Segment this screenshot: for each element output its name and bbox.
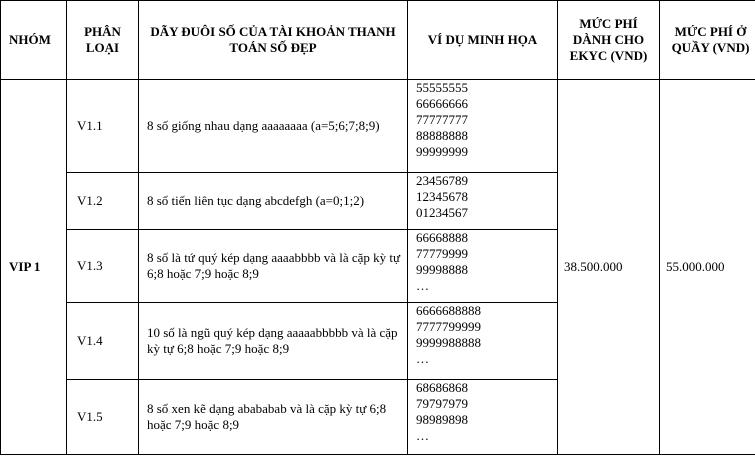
header-desc: DÃY ĐUÔI SỐ CỦA TÀI KHOẢN THANH TOÁN SỐ ĐẸP: [139, 1, 408, 80]
group-name: VIP 1: [1, 80, 67, 455]
row-class: V1.5: [67, 380, 139, 455]
header-class: PHÂN LOẠI: [67, 1, 139, 80]
header-row: [1, 1, 755, 80]
header-example: VÍ DỤ MINH HỌA: [408, 1, 558, 80]
row-desc: 8 số tiến liên tục dạng abcdefgh (a=0;1;2): [139, 173, 408, 230]
row-desc: 8 số xen kẽ dạng abababab và là cặp kỳ tự 6;8 hoặc 7;9 hoặc 8;9: [139, 380, 408, 455]
row-desc: 10 số là ngũ quý kép dạng aaaaabbbbb và là cặp kỳ tự 6;8 hoặc 7;9 hoặc 8;9: [139, 303, 408, 380]
header-ekyc-fee: MỨC PHÍ DÀNH CHO EKYC (VND): [558, 1, 660, 80]
row-examples: 66668888 77779999 99998888 …: [408, 230, 558, 303]
row-examples: 55555555 66666666 77777777 88888888 99999999: [408, 80, 558, 173]
row-class: V1.1: [67, 80, 139, 173]
row-desc: 8 số là tứ quý kép dạng aaaabbbb và là cặp kỳ tự 6;8 hoặc 7;9 hoặc 8;9: [139, 230, 408, 303]
row-examples: 23456789 12345678 01234567: [408, 173, 558, 230]
ekyc-fee-value: 38.500.000: [558, 80, 660, 455]
header-counter-fee: MỨC PHÍ Ở QUẦY (VND): [660, 1, 755, 80]
counter-fee-value: 55.000.000: [660, 80, 755, 455]
row-class: V1.3: [67, 230, 139, 303]
row-examples: 6666688888 7777799999 9999988888 …: [408, 303, 558, 380]
table-row: [1, 80, 755, 173]
row-class: V1.4: [67, 303, 139, 380]
row-examples: 68686868 79797979 98989898 …: [408, 380, 558, 455]
row-desc: 8 số giống nhau dạng aaaaaaaa (a=5;6;7;8;9): [139, 80, 408, 173]
row-class: V1.2: [67, 173, 139, 230]
header-group: NHÓM: [1, 1, 67, 80]
